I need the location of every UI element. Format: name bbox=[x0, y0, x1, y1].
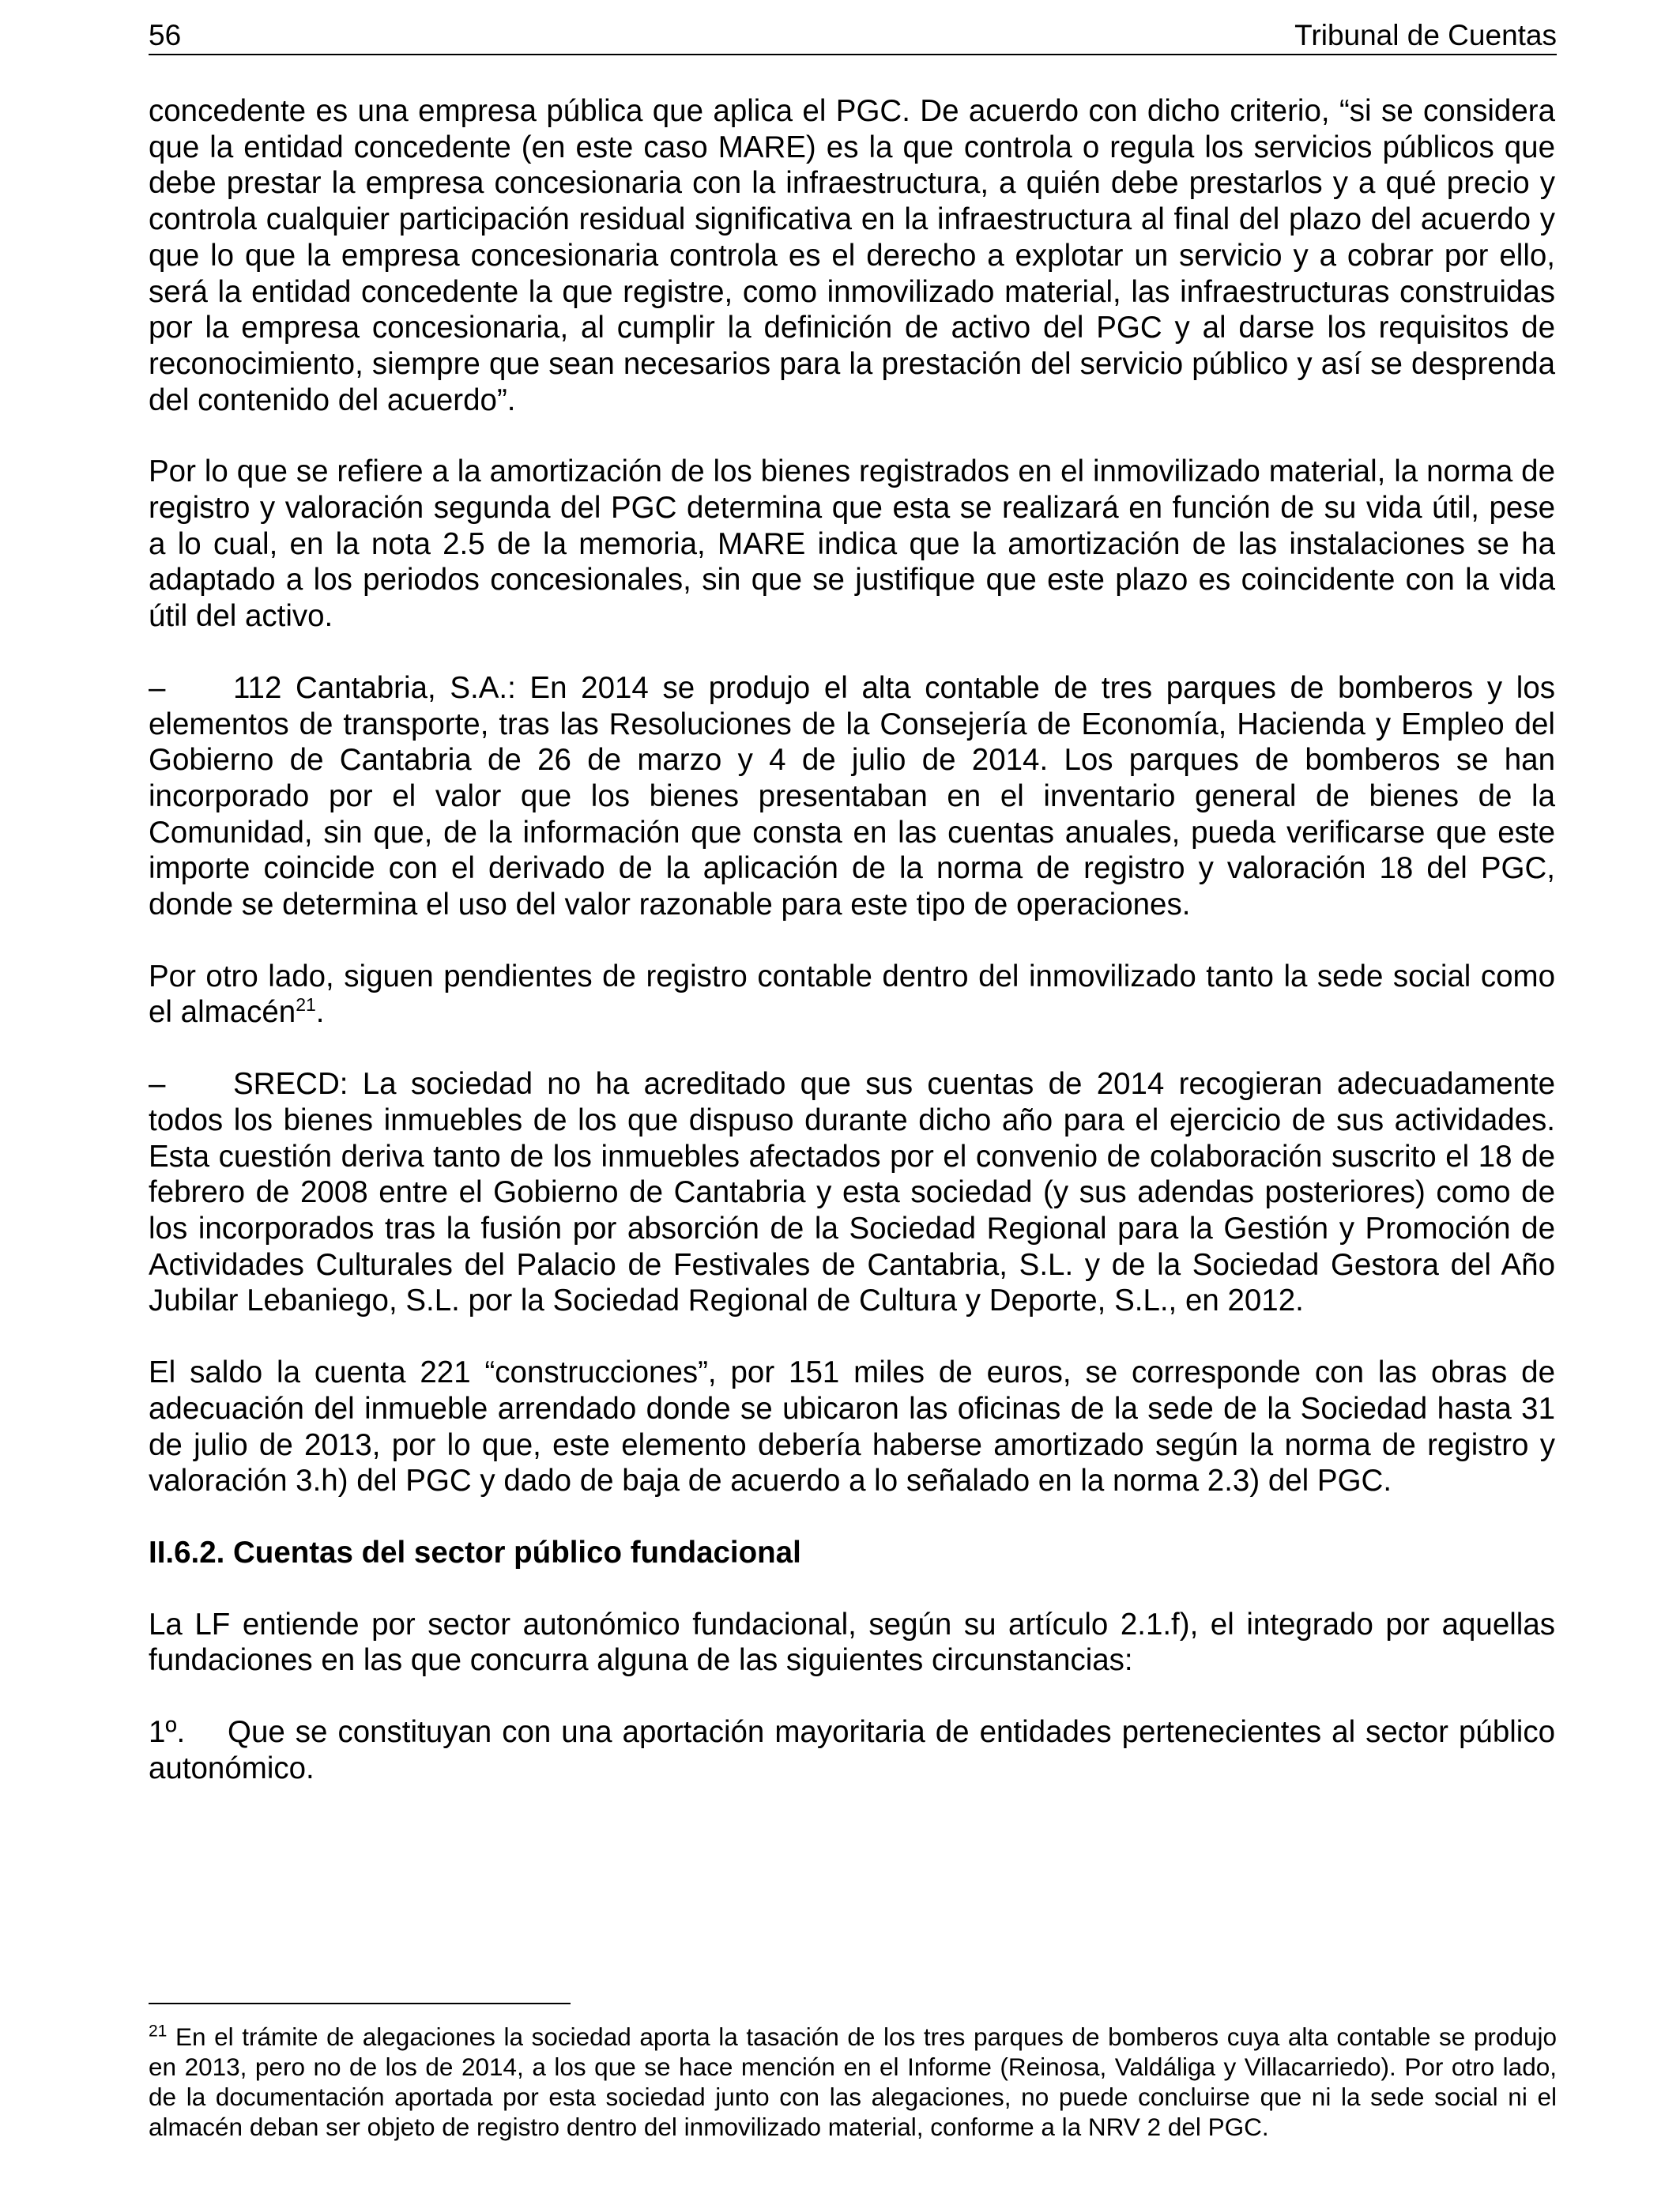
footnote-reference[interactable]: 21 bbox=[296, 994, 316, 1016]
dash-bullet: – bbox=[149, 1067, 166, 1102]
running-title: Tribunal de Cuentas bbox=[1294, 19, 1557, 51]
paragraph-concession-criterion: concedente es una empresa pública que aplica el PGC. De acuerdo con dicho criterio, “si se considera que la entidad concedente (en este caso MARE) es la que controla o regula los servicios públicos que debe prestar la empresa concesionaria con la infraestructura, a quién debe prestarlos y a qué precio y controla cualquier participación residual significativa en la infraestructura al final del plazo del acuerdo y que lo que la empresa concesionaria controla es el derecho a explotar un servicio y a cobrar por ello, será la entidad concedente la que registre, como inmovilizado material, las infraestructuras construidas por la empresa concesionaria, al cumplir la definición de activo del PGC y al darse los requisitos de reconocimiento, siempre que sean necesarios para la prestación del servicio público y así se desprenda del contenido del acuerdo”. bbox=[149, 94, 1555, 417]
paragraph-pending-registration-text: Por otro lado, siguen pendientes de registro contable dentro del inmovilizado tanto la sede social como el almacén bbox=[149, 959, 1555, 1030]
page-header bbox=[149, 17, 1557, 55]
paragraph-amortization: Por lo que se refiere a la amortización de los bienes registrados en el inmovilizado material, la norma de registro y valoración segunda del PGC determina que esta se realizará en función de su vida útil, pese a lo cual, en la nota 2.5 de la memoria, MARE indica que la amortización de las instalaciones se ha adaptado a los periodos concesionales, sin que se justifique que este plazo es coincidente con la vida útil del activo. bbox=[149, 454, 1555, 634]
list-item-first-circumstance bbox=[149, 1714, 1555, 1786]
paragraph-112-cantabria-text: 112 Cantabria, S.A.: En 2014 se produjo el alta contable de tres parques de bomberos y los elementos de transporte, tras las Resoluciones de la Consejería de Economía, Hacienda y Empleo del Gobierno de Cantabria de 26 de marzo y 4 de julio de 2014. Los parques de bomberos se han incorporado por el valor que los bienes presentaban en el inventario general de bienes de la Comunidad, sin que, de la información que consta en las cuentas anuales, pueda verificarse que este importe coincide con el derivado de la aplicación de la norma de registro y valoración 18 del PGC, donde se determina el uso del valor razonable para este tipo de operaciones. bbox=[149, 670, 1555, 922]
list-item-text: Que se constituyan con una aportación mayoritaria de entidades pertenecientes al sector público autonómico. bbox=[149, 1715, 1555, 1785]
footnote-21 bbox=[149, 2022, 1557, 2142]
section-heading: II.6.2. Cuentas del sector público fundacional bbox=[149, 1535, 801, 1570]
dash-bullet: – bbox=[149, 670, 166, 705]
footnote-text: En el trámite de alegaciones la sociedad aporta la tasación de los tres parques de bomberos cuya alta contable se produjo en 2013, pero no de los de 2014, a los que se hace mención en el Informe (Reinosa, Valdáliga y Villacarriedo). Por otro lado, de la documentación aportada por esta sociedad junto con las alegaciones, no puede concluirse que ni la sede social ni el almacén deban ser objeto de registro dentro del inmovilizado material, conforme a la NRV 2 del PGC. bbox=[149, 2022, 1557, 2141]
paragraph-srecd bbox=[149, 1066, 1555, 1319]
paragraph-account-221: El saldo la cuenta 221 “construcciones”, por 151 miles de euros, se corresponde con las obras de adecuación del inmueble arrendado donde se ubicaron las oficinas de la sede de la Sociedad hasta 31 de julio de 2013, por lo que, este elemento debería haberse amortizado según la norma de registro y valoración 3.h) del PGC y dado de baja de acuerdo a lo señalado en la norma 2.3) del PGC. bbox=[149, 1355, 1555, 1498]
paragraph-pending-registration bbox=[149, 959, 1555, 1031]
paragraph-lf-definition: La LF entiende por sector autonómico fundacional, según su artículo 2.1.f), el integrado por aquellas fundaciones en las que concurra alguna de las siguientes circunstancias: bbox=[149, 1607, 1555, 1678]
list-item-number: 1º. bbox=[149, 1715, 186, 1750]
footnote-number: 21 bbox=[149, 2022, 168, 2041]
paragraph-112-cantabria bbox=[149, 670, 1555, 923]
paragraph-srecd-text: SRECD: La sociedad no ha acreditado que sus cuentas de 2014 recogieran adecuadamente todos los bienes inmuebles de los que dispuso durante dicho año para el ejercicio de sus actividades. Esta cuestión deriva tanto de los inmuebles afectados por el convenio de colaboración suscrito el 18 de febrero de 2008 entre el Gobierno de Cantabria y esta sociedad (y sus adendas posteriores) como de los incorporados tras la fusión por absorción de la Sociedad Regional para la Gestión y Promoción de Actividades Culturales del Palacio de Festivales de Cantabria, S.L. y de la Sociedad Gestora del Año Jubilar Lebaniego, S.L. por la Sociedad Regional de Cultura y Deporte, S.L., en 2012. bbox=[149, 1067, 1555, 1318]
paragraph-period: . bbox=[315, 995, 325, 1030]
main-content bbox=[149, 93, 1555, 1822]
footnote-separator bbox=[149, 2003, 571, 2004]
page-number: 56 bbox=[149, 19, 182, 51]
